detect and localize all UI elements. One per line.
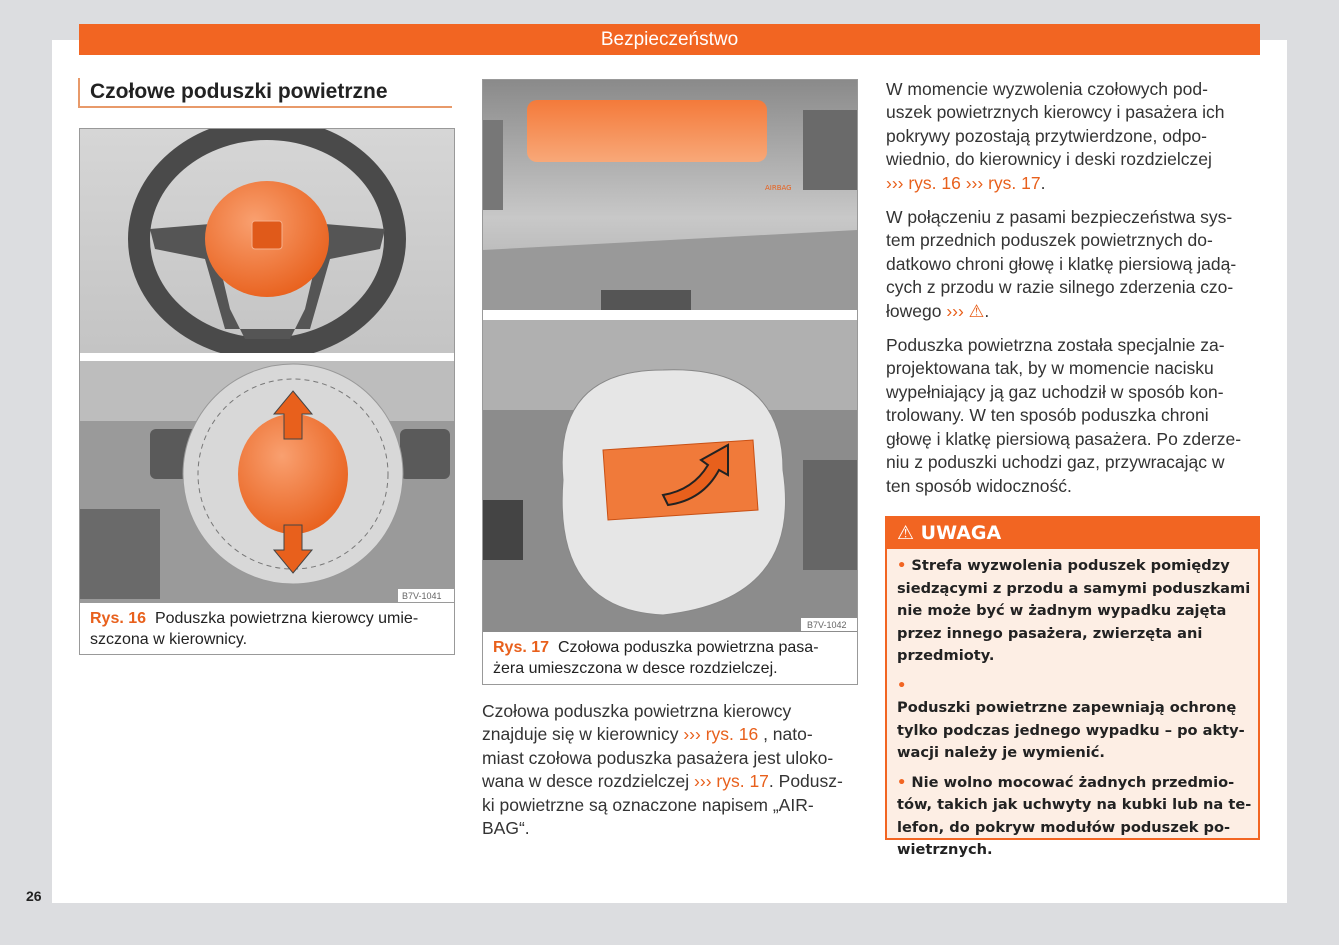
text-line bbox=[482, 723, 843, 746]
warning-line: Poduszki powietrzne zapewniają ochronę bbox=[897, 699, 1237, 716]
warning-line: tów, takich jak uchwyty na kubki lub na te- bbox=[897, 796, 1252, 813]
text-segment: znajduje się w kierownicy bbox=[482, 724, 684, 745]
text-segment: ki powietrzne są oznaczone napisem „AIR- bbox=[482, 794, 814, 815]
figure-label: Rys. 17 bbox=[493, 639, 550, 656]
text-segment: wiednio, do kierownicy i deski rozdzielczej bbox=[886, 149, 1212, 170]
figure-16 bbox=[79, 128, 455, 655]
paragraph bbox=[886, 334, 1241, 498]
text-segment: uszek powietrznych kierowcy i pasażera ich bbox=[886, 102, 1225, 123]
text-line bbox=[886, 78, 1241, 101]
text-segment: . Podusz- bbox=[768, 771, 843, 792]
bullet-icon: • bbox=[897, 676, 907, 694]
caption-line: szczona w kierownicy. bbox=[90, 631, 248, 648]
dashboard-airbag-illustration bbox=[483, 80, 857, 632]
warning-line: siedzącymi z przodu a samymi poduszkami bbox=[897, 579, 1251, 597]
figure-reference-link[interactable]: ››› rys. 17 bbox=[694, 771, 769, 792]
text-line bbox=[886, 229, 1241, 252]
warning-title: UWAGA bbox=[920, 522, 1002, 544]
warning-item bbox=[897, 675, 1248, 765]
warning-line: przez innego pasażera, zwierzęta ani bbox=[897, 624, 1203, 642]
text-segment: Poduszka powietrzna została specjalnie za- bbox=[886, 335, 1225, 356]
text-segment: BAG“. bbox=[482, 818, 530, 839]
warning-line: nie może być w żadnym wypadku zajęta bbox=[897, 602, 1227, 619]
text-segment: wana w desce rozdzielczej bbox=[482, 771, 695, 792]
text-line bbox=[886, 357, 1241, 380]
page-number: 26 bbox=[26, 888, 42, 904]
text-segment: ten sposób widoczność. bbox=[886, 475, 1072, 496]
text-segment: projektowana tak, by w momencie nacisku bbox=[886, 358, 1214, 379]
caption-line: Poduszka powietrzna kierowcy umie- bbox=[154, 610, 419, 627]
caption-line: Czołowa poduszka powietrzna pasa- bbox=[557, 639, 819, 656]
warning-line: wacji należy je wymienić. bbox=[897, 744, 1105, 761]
warning-line: lefon, do pokryw modułów poduszek po- bbox=[897, 818, 1231, 836]
text-line bbox=[886, 428, 1241, 451]
warning-line: przedmioty. bbox=[897, 647, 995, 664]
warning-line: Nie wolno mocować żadnych przedmio- bbox=[911, 773, 1235, 791]
text-segment: tem przednich poduszek powietrznych do- bbox=[886, 230, 1213, 251]
text-segment: wypełniający ją gaz uchodził w sposób kon- bbox=[886, 381, 1224, 402]
text-line bbox=[482, 747, 843, 770]
text-segment: miast czołowa poduszka pasażera jest uloko- bbox=[482, 747, 834, 768]
airbag-label: AIRBAG bbox=[765, 184, 792, 192]
text-segment: cych z przodu w razie silnego zderzenia czo- bbox=[886, 277, 1234, 298]
paragraph bbox=[482, 700, 843, 840]
text-line bbox=[886, 404, 1241, 427]
bullet-icon: • bbox=[897, 557, 912, 574]
text-segment: W połączeniu z pasami bezpieczeństwa sys- bbox=[886, 207, 1233, 228]
warning-box bbox=[885, 516, 1260, 858]
text-segment: . bbox=[1040, 172, 1046, 193]
text-line bbox=[886, 381, 1241, 404]
page-title: Czołowe poduszki powietrzne bbox=[78, 78, 452, 108]
figure-label: Rys. 16 bbox=[90, 610, 147, 627]
text-line bbox=[886, 276, 1241, 299]
caption-line: żera umieszczona w desce rozdzielczej. bbox=[493, 660, 778, 677]
section-header: Bezpieczeństwo bbox=[79, 24, 1260, 55]
figure-reference-link[interactable]: ››› rys. 16 ››› rys. 17 bbox=[886, 172, 1041, 193]
text-line bbox=[886, 300, 1241, 323]
text-line bbox=[886, 172, 1241, 195]
text-segment: trolowany. W ten sposób poduszka chroni bbox=[886, 405, 1209, 426]
figure-code: B7V-1041 bbox=[402, 591, 442, 601]
text-segment: W momencie wyzwolenia czołowych pod- bbox=[886, 79, 1208, 99]
text-line bbox=[482, 817, 843, 840]
warning-line: Strefa wyzwolenia poduszek pomiędzy bbox=[911, 557, 1230, 574]
text-line bbox=[886, 125, 1241, 148]
text-line bbox=[886, 148, 1241, 171]
text-segment: Czołowa poduszka powietrzna kierowcy bbox=[482, 701, 792, 721]
text-segment: łowego bbox=[886, 300, 947, 321]
text-line bbox=[886, 253, 1241, 276]
warning-body bbox=[887, 549, 1258, 875]
text-line bbox=[482, 794, 843, 817]
text-line bbox=[482, 770, 843, 793]
text-segment: pokrywy pozostają przytwierdzone, odpo- bbox=[886, 125, 1207, 146]
warning-triangle-icon: ⚠ bbox=[897, 522, 915, 544]
text-segment: , nato- bbox=[758, 724, 813, 745]
middle-text bbox=[482, 700, 843, 851]
text-segment: głowę i klatkę piersiową pasażera. Po zderze- bbox=[886, 428, 1242, 449]
figure-caption bbox=[80, 603, 454, 655]
steering-wheel-illustration bbox=[80, 129, 454, 603]
bullet-icon: • bbox=[897, 773, 912, 791]
figure-code: B7V-1042 bbox=[807, 620, 847, 630]
warning-line: wietrznych. bbox=[897, 841, 993, 858]
figure-reference-link[interactable]: ››› rys. 16 bbox=[683, 724, 759, 745]
text-line bbox=[482, 700, 843, 723]
paragraph bbox=[886, 206, 1241, 323]
warning-header bbox=[887, 518, 1258, 549]
text-line bbox=[886, 451, 1241, 474]
text-line bbox=[886, 475, 1241, 498]
right-text bbox=[886, 78, 1241, 509]
paragraph bbox=[886, 78, 1241, 195]
text-segment: . bbox=[984, 300, 990, 321]
figure-caption bbox=[483, 632, 857, 684]
text-segment: datkowo chroni głowę i klatkę piersiową jadą- bbox=[886, 253, 1237, 274]
text-line bbox=[886, 101, 1241, 124]
figure-reference-link[interactable]: ››› ⚠ bbox=[946, 300, 985, 321]
warning-line: tylko podczas jednego wypadku – po akty- bbox=[897, 721, 1245, 739]
text-line bbox=[886, 206, 1241, 229]
figure-17 bbox=[482, 79, 858, 685]
text-segment: niu z poduszki uchodzi gaz, przywracając w bbox=[886, 452, 1225, 473]
text-line bbox=[886, 334, 1241, 357]
warning-item bbox=[897, 555, 1251, 668]
warning-item bbox=[897, 772, 1252, 862]
